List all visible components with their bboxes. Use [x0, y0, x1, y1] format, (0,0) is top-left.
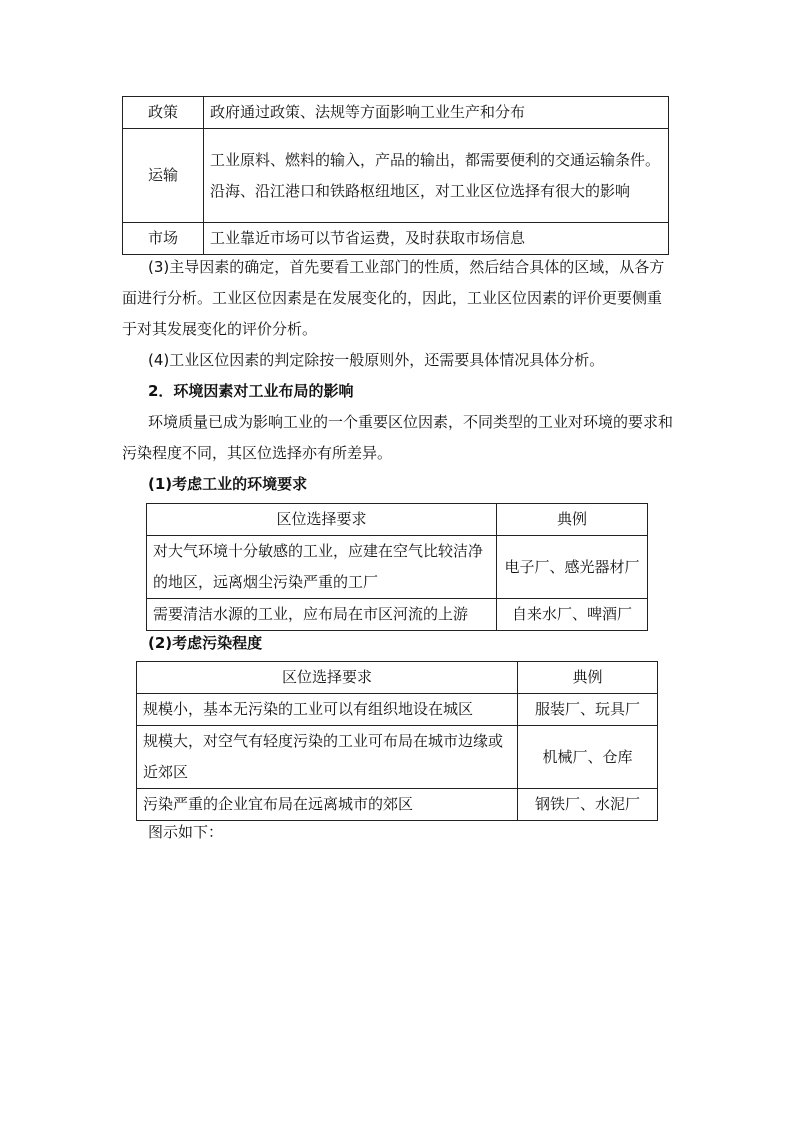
example-cell: 电子厂、感光器材厂 — [497, 536, 648, 599]
paragraph-4: (4)工业区位因素的判定除按一般原则外，还需要具体情况具体分析。 — [148, 351, 605, 369]
table-row — [123, 129, 669, 223]
example-cell: 机械厂、仓库 — [518, 726, 658, 789]
header-req: 区位选择要求 — [147, 504, 497, 536]
factor-table — [122, 96, 669, 255]
example-cell: 自来水厂、啤酒厂 — [497, 599, 648, 631]
table-row — [137, 789, 658, 821]
req-cell: 需要清洁水源的工业，应布局在市区河流的上游 — [147, 599, 497, 631]
table-row — [123, 223, 669, 255]
description-cell: 工业原料、燃料的输入，产品的输出，都需要便利的交通运输条件。沿海、沿江港口和铁路枢纽地区，对工业区位选择有很大的影响 — [204, 129, 669, 223]
factor-cell: 运输 — [123, 129, 204, 223]
table-row — [147, 599, 648, 631]
factor-cell: 政策 — [123, 97, 204, 129]
table-row — [147, 536, 648, 599]
example-cell: 钢铁厂、水泥厂 — [518, 789, 658, 821]
section-heading: 2．环境因素对工业布局的影响 — [148, 382, 354, 400]
table-row — [137, 726, 658, 789]
env-table — [146, 503, 648, 631]
intro-paragraph: 环境质量已成为影响工业的一个重要区位因素，不同类型的工业对环境的要求和污染程度不同，其区位选择亦有所差异。 — [122, 413, 674, 462]
paragraph-3: (3)主导因素的确定，首先要看工业部门的性质，然后结合具体的区域，从各方面进行分析。工业区位因素是在发展变化的，因此，工业区位因素的评价更要侧重于对其发展变化的评价分析。 — [122, 258, 665, 338]
factor-cell: 市场 — [123, 223, 204, 255]
table-row — [137, 694, 658, 726]
table-header-row — [147, 504, 648, 536]
subheading-env: (1)考虑工业的环境要求 — [148, 475, 308, 493]
header-example: 典例 — [518, 662, 658, 694]
req-cell: 规模大，对空气有轻度污染的工业可布局在城市边缘或近郊区 — [137, 726, 518, 789]
example-cell: 服装厂、玩具厂 — [518, 694, 658, 726]
pollution-table — [136, 661, 658, 821]
header-example: 典例 — [497, 504, 648, 536]
req-cell: 对大气环境十分敏感的工业，应建在空气比较洁净的地区，远离烟尘污染严重的工厂 — [147, 536, 497, 599]
description-cell: 政府通过政策、法规等方面影响工业生产和分布 — [204, 97, 669, 129]
table-header-row — [137, 662, 658, 694]
req-cell: 规模小，基本无污染的工业可以有组织地设在城区 — [137, 694, 518, 726]
subheading-pollution: (2)考虑污染程度 — [148, 634, 263, 652]
req-cell: 污染严重的企业宜布局在远离城市的郊区 — [137, 789, 518, 821]
description-cell: 工业靠近市场可以节省运费，及时获取市场信息 — [204, 223, 669, 255]
figure-note: 图示如下： — [148, 823, 224, 841]
header-req: 区位选择要求 — [137, 662, 518, 694]
table-row — [123, 97, 669, 129]
